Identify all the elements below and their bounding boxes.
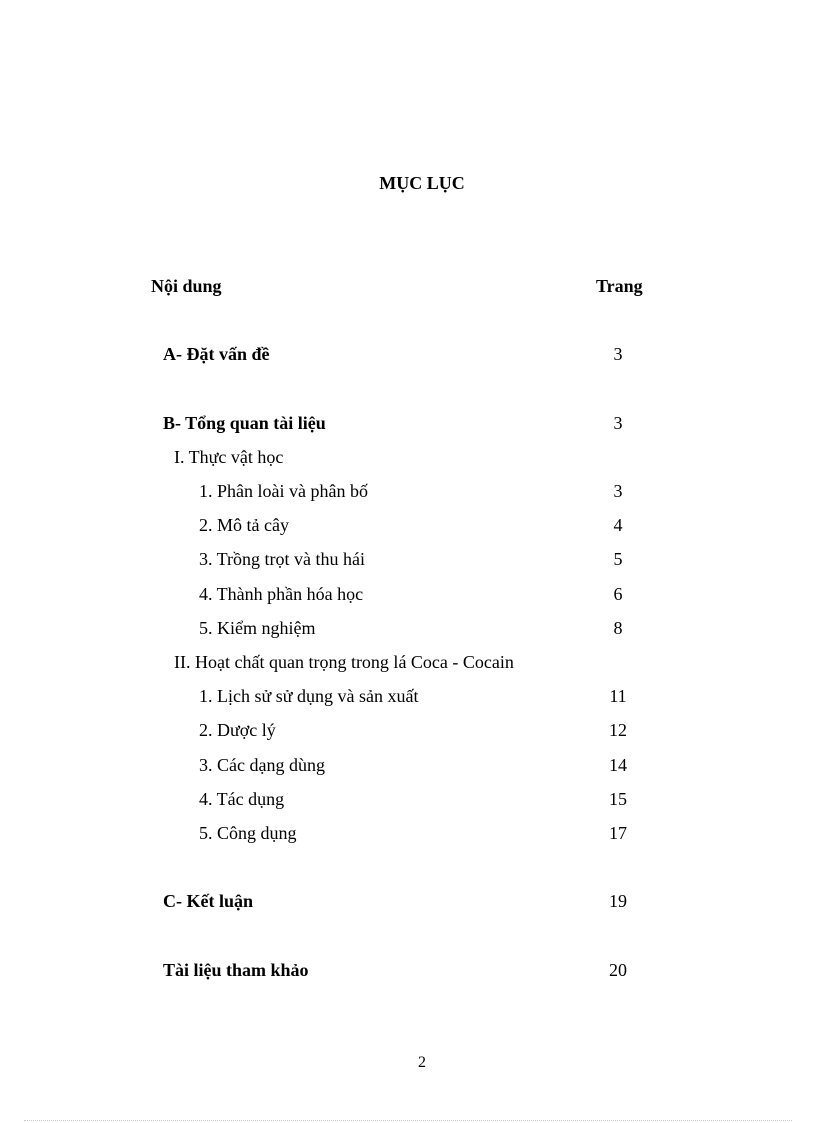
- toc-entry-page: 11: [609, 686, 627, 706]
- toc-entry-page: 14: [609, 755, 627, 775]
- page-number: 2: [418, 1054, 426, 1071]
- toc-entry-text: 5. Kiểm nghiệm: [199, 618, 316, 638]
- toc-entry-text: 2. Mô tả cây: [199, 515, 289, 535]
- content-column-header: Nội dung: [151, 276, 222, 296]
- toc-entry-page: 4: [613, 515, 623, 535]
- toc-entry-text: A- Đặt vấn đề: [163, 344, 270, 364]
- toc-entry-page: 5: [613, 549, 623, 569]
- toc-entry-page: 12: [609, 720, 627, 740]
- toc-entry-text: 3. Trồng trọt và thu hái: [199, 549, 366, 569]
- toc-entry-page: 3: [613, 344, 623, 364]
- toc-entry-text: II. Hoạt chất quan trọng trong lá Coca - Cocain: [174, 652, 514, 672]
- toc-entry-page: 17: [609, 823, 627, 843]
- toc-entry-text: 1. Lịch sử sử dụng và sản xuất: [199, 686, 419, 706]
- toc-entry-text: 2. Dược lý: [199, 720, 276, 740]
- toc-entry-page: 3: [613, 481, 623, 501]
- toc-entry-text: B- Tổng quan tài liệu: [163, 413, 326, 433]
- toc-entry-text: Tài liệu tham khảo: [163, 960, 309, 980]
- toc-entry-text: 3. Các dạng dùng: [199, 755, 325, 775]
- toc-entry-page: 20: [609, 960, 627, 980]
- toc-entry-text: 4. Thành phần hóa học: [199, 584, 364, 604]
- toc-entry-text: 1. Phân loài và phân bố: [199, 481, 368, 501]
- toc-entry-text: C- Kết luận: [163, 891, 253, 911]
- page-title: MỤC LỤC: [379, 173, 465, 193]
- toc-entry-page: 19: [609, 891, 627, 911]
- toc-entry-text: 5. Công dụng: [199, 823, 297, 843]
- toc-entry-page: 3: [613, 413, 623, 433]
- toc-entry-text: I. Thực vật học: [174, 447, 284, 467]
- page-column-header: Trang: [596, 276, 643, 296]
- toc-entry-page: 8: [613, 618, 623, 638]
- toc-entry-text: 4. Tác dụng: [199, 789, 285, 809]
- toc-entry-page: 6: [613, 584, 623, 604]
- page-bottom-divider: [24, 1120, 792, 1121]
- toc-entry-page: 15: [609, 789, 627, 809]
